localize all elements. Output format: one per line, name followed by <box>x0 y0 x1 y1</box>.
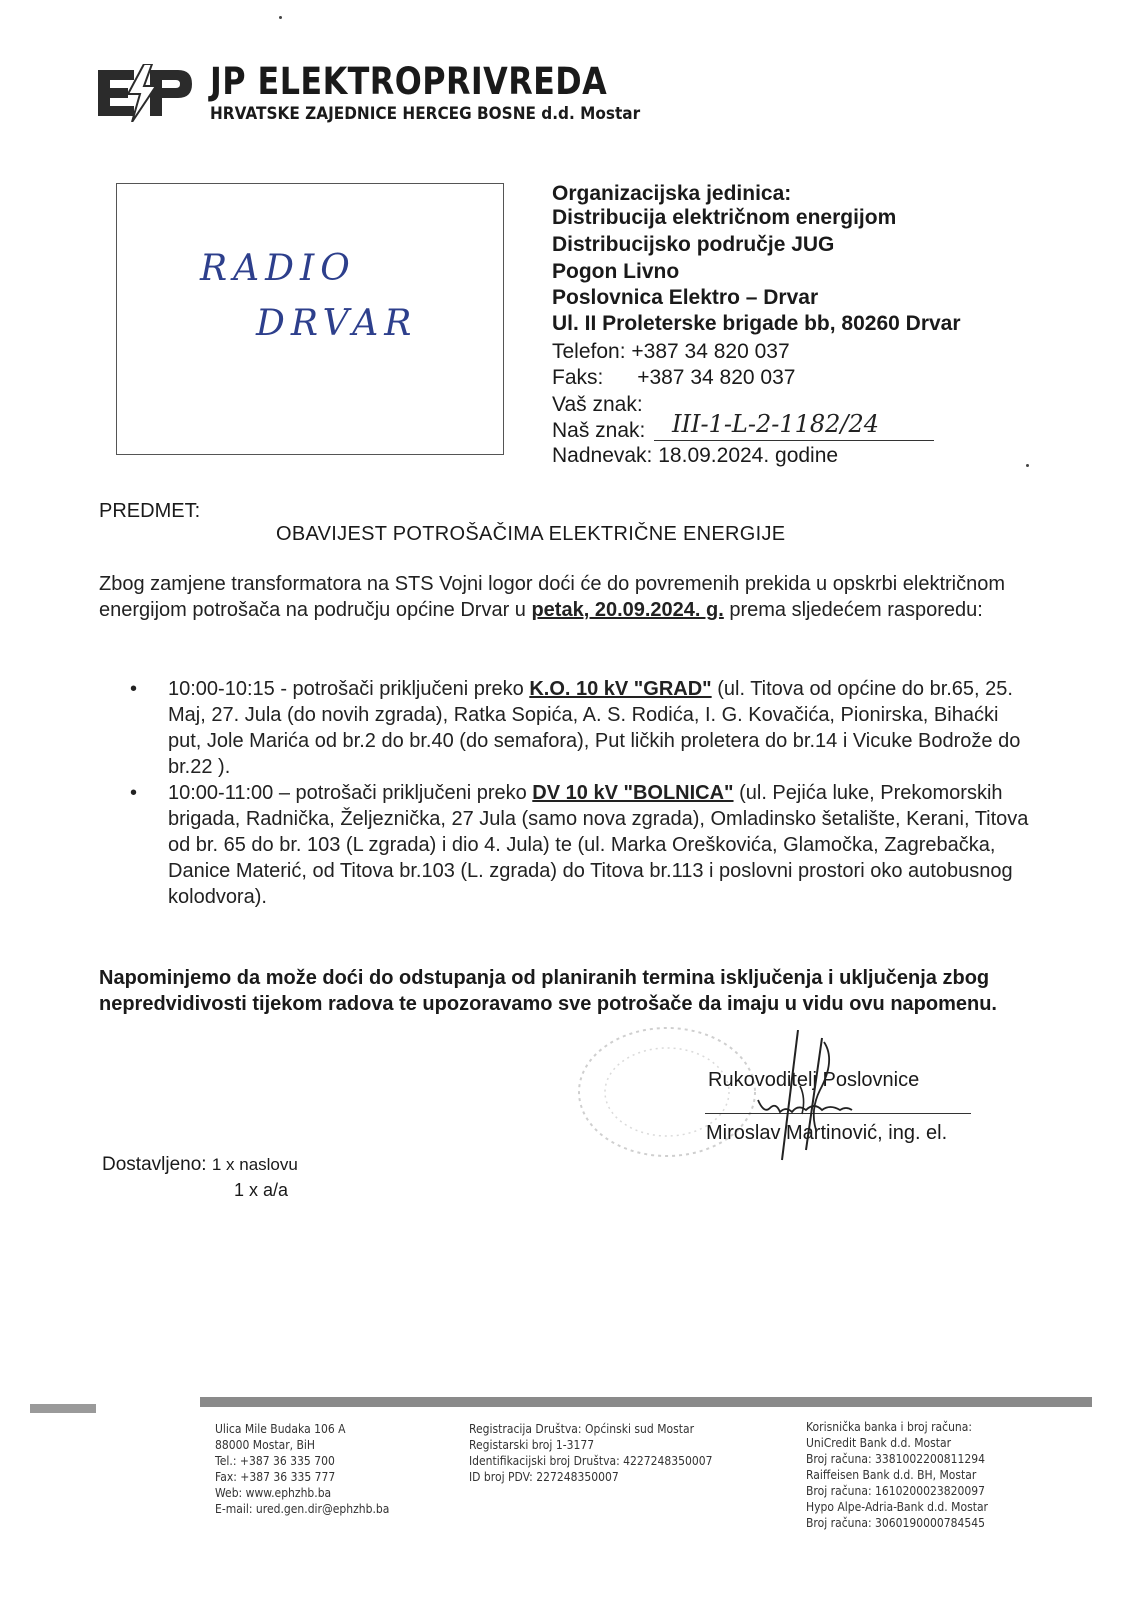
footer-tel: Tel.: +387 36 335 700 <box>215 1454 335 1468</box>
warning-note: Napominjemo da može doći do odstupanja od planiranih termina isključenja i uključenja zbog nepredvidivosti tijekom radova te upozoravamo sve potrošače da imaju u vidu ovu napomenu. <box>99 967 997 1015</box>
footer-edge-mark <box>30 1404 96 1413</box>
our-ref-label: Naš znak: <box>552 419 646 442</box>
org-office: Poslovnica Elektro – Drvar <box>552 286 819 309</box>
footer-bank-account: Broj računa: 3060190000784545 <box>806 1516 985 1530</box>
signatory-name: Miroslav Martinović, ing. el. <box>706 1122 948 1144</box>
org-plant: Pogon Livno <box>552 260 680 283</box>
handwritten-signature <box>740 1030 880 1170</box>
footer-contact <box>215 1421 389 1517</box>
company-subtitle: HRVATSKE ZAJEDNICE HERCEG BOSNE d.d. Mostar <box>210 104 641 124</box>
footer-reg-number: Registarski broj 1-3177 <box>469 1438 595 1452</box>
outage-date: petak, 20.09.2024. g. <box>531 599 724 621</box>
footer-banks <box>806 1419 988 1531</box>
list-item <box>130 676 1030 780</box>
subject-label: PREDMET: <box>99 500 201 522</box>
footer-vat-id: ID broj PDV: 227248350007 <box>469 1470 619 1484</box>
recipient-line-2: DRVAR <box>256 303 418 344</box>
schedule-line: DV 10 kV "BOLNICA" <box>532 782 734 804</box>
footer-bank-account: Broj računa: 3381002200811294 <box>806 1452 985 1466</box>
footer-web: Web: www.ephzhb.ba <box>215 1486 332 1500</box>
recipient-line-1: RADIO <box>200 248 356 289</box>
footer-registration <box>469 1421 712 1485</box>
phone-label: Telefon: <box>552 340 626 363</box>
footer-fax: Fax: +387 36 335 777 <box>215 1470 336 1484</box>
date-label: Nadnevak: <box>552 444 653 467</box>
org-fax-row <box>552 365 795 391</box>
org-unit-label: Organizacijska jedinica: <box>552 182 792 205</box>
footer-bank-name: Hypo Alpe-Adria-Bank d.d. Mostar <box>806 1500 988 1514</box>
intro-paragraph <box>99 571 1029 623</box>
footer-bank-name: Raiffeisen Bank d.d. BH, Mostar <box>806 1468 977 1482</box>
phone-value: +387 34 820 037 <box>631 340 790 363</box>
scan-speck <box>279 16 282 19</box>
schedule-details: (ul. Titova od općine do br.65, 25. Maj, 27. Jula (do novih zgrada), Ratka Sopića, A. S. Rodića, I. G. Kovačića, Pionirska, Bihaćki put, Jole Marića od br.2 do br.40 (do semafora), Put ličkih proletera do br.14 i Vicuke Bodrože do br.22 ). <box>168 678 1021 778</box>
footer-bank-name: UniCredit Bank d.d. Mostar <box>806 1436 952 1450</box>
delivered-item-1: 1 x naslovu <box>211 1155 298 1174</box>
company-logo <box>98 64 194 122</box>
our-ref-handwritten: III-1-L-2-1182/24 <box>672 410 880 438</box>
schedule-list <box>130 676 1030 910</box>
fax-value: +387 34 820 037 <box>637 366 796 389</box>
footer-address: Ulica Mile Budaka 106 A <box>215 1422 346 1436</box>
date-value: 18.09.2024. godine <box>658 444 839 467</box>
scan-speck <box>1026 464 1029 467</box>
schedule-details: (ul. Pejića luke, Prekomorskih brigada, Radnička, Željeznička, 27 Jula (samo nova zgrada), Omladinsko šetalište, Kerani, Titova od br. 65 do br. 103 (L zgrada) i dio 4. Jula) te (ul. Marka Oreškovića, Glamočka, Zagrebačka, Danice Materić, od Titova br.103 (L. zgrada) do Titova br.113 i poslovni prostori oko autobusnog kolodvora). <box>168 782 1029 908</box>
your-ref-label: Vaš znak: <box>552 393 643 416</box>
fax-label: Faks: <box>552 366 604 389</box>
schedule-line: K.O. 10 kV "GRAD" <box>529 678 712 700</box>
footer-email: E-mail: ured.gen.dir@ephzhb.ba <box>215 1502 390 1516</box>
intro-text-end: prema sljedećem rasporedu: <box>723 599 983 621</box>
org-area: Distribucijsko područje JUG <box>552 233 835 256</box>
footer-id-number: Identifikacijski broj Društva: 4227248350007 <box>469 1454 713 1468</box>
footer-bank-heading: Korisnička banka i broj računa: <box>806 1420 973 1434</box>
subject-title: OBAVIJEST POTROŠAČIMA ELEKTRIČNE ENERGIJE <box>276 523 786 545</box>
footer-city: 88000 Mostar, BiH <box>215 1438 316 1452</box>
delivered-item-2: 1 x a/a <box>234 1180 289 1200</box>
schedule-time: 10:00-10:15 - potrošači priključeni preko <box>168 678 530 700</box>
list-item <box>130 780 1030 910</box>
footer-bar <box>200 1397 1092 1407</box>
org-address: Ul. II Proleterske brigade bb, 80260 Drvar <box>552 312 961 335</box>
company-name: JP ELEKTROPRIVREDA <box>210 60 608 103</box>
delivered-row <box>102 1154 298 1176</box>
footer-bank-account: Broj računa: 1610200023820097 <box>806 1484 985 1498</box>
schedule-time: 10:00-11:00 – potrošači priključeni preko <box>168 782 533 804</box>
org-date-row <box>552 443 838 469</box>
footer-reg-court: Registracija Društva: Općinski sud Mostar <box>469 1422 695 1436</box>
org-division: Distribucija električnom energijom <box>552 206 897 229</box>
our-ref-underline <box>654 440 934 441</box>
signatory-title: Rukovoditelj Poslovnice <box>708 1069 920 1091</box>
intro-text: Zbog zamjene transformatora na STS Vojni logor doći će do povremenih prekida u opskrbi električnom energijom potrošača na području općine Drvar u <box>99 573 1006 621</box>
org-phone-row <box>552 339 790 365</box>
delivered-label: Dostavljeno: <box>102 1154 207 1175</box>
